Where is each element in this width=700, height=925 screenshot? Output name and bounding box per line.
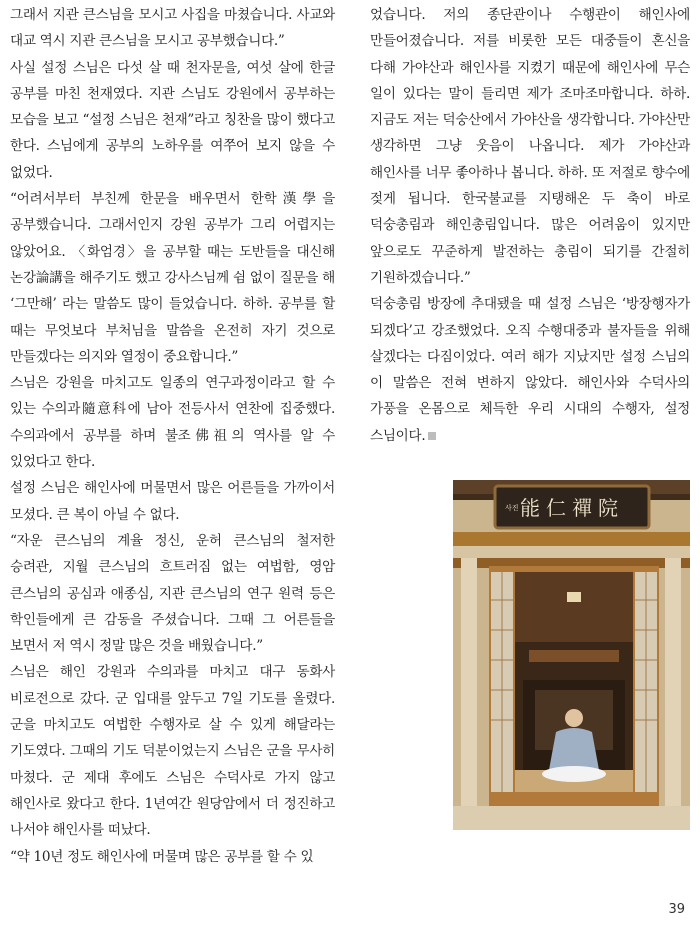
paragraph: 었습니다. 저의 종단관이나 수행관이 해인사에 만들어졌습니다. 저를 비롯한 모든 대중들이 혼신을 다해 가야산과 해인사를 지켰기 때문에 해인사에 무슨 일이 있다는 말이 들리면 제가 조마조마합니다. 하하. 지금도 저는 덕숭산에서 가야산을 생각합니다. 가야산만 생각하면 그냥 웃음이 나옵니다. 제가 가야산과 해인사를 너무 좋아하나 봅니다. 하하. 또 저절로 향수에 젖게 됩니다. 한국불교를 지탱해온 두 축이 바로 덕숭총림과 해인총림입니다. 많은 어려움이 있지만 앞으로도 꾸준하게 발전하는 총림이 되기를 간절히 기원하겠습니다.” [370, 7, 690, 286]
article-end-mark [428, 432, 436, 440]
paragraph: 스님은 강원을 마치고도 일종의 연구과정이라고 할 수 있는 수의과隨意科에 남아 전등사서 연찬에 집중했다. 수의과에서 공부를 하며 불조佛祖의 역사를 알 수 있었다고 한다. [10, 375, 335, 471]
left-text-column [10, 2, 335, 870]
paragraph: “자운 큰스님의 계율 정신, 운허 큰스님의 철저한 승려관, 지월 큰스님의 흐트러짐 없는 여법함, 영암 큰스님의 공심과 애종심, 지관 큰스님의 연구 원력 등은 학인들에게 큰 감동을 주셨습니다. 그때 그 어른들을 보면서 저 역시 정말 많은 것을 배웠습니다.” [10, 532, 335, 655]
page-number: 39 [668, 902, 685, 917]
paragraph-text: 덕숭총림 방장에 추대됐을 때 설정 스님은 ‘방장행자가 되겠다’고 강조했었다. 오직 수행대중과 불자들을 위해 살겠다는 다짐이었다. 여러 해가 지났지만 설정 스님의 이 말씀은 전혀 변하지 않았다. 해인사와 수덕사의 가풍을 온몸으로 체득한 우리 시대의 수행자, 설정 스님이다. [370, 296, 690, 444]
paragraph [370, 291, 690, 449]
paragraph: 설정 스님은 해인사에 머물면서 많은 어른들을 가까이서 모셨다. 큰 복이 아닐 수 없다. [10, 480, 335, 523]
paragraph: 사실 설정 스님은 다섯 살 때 천자문을, 여섯 살에 한글 공부를 마친 천재였다. 지관 스님도 강원에서 공부하는 모습을 보고 “설정 스님은 천재”라고 칭찬을 많이 했다고 한다. 스님에게 공부의 노하우를 여쭈어 보지 않을 수 없었다. [10, 59, 335, 181]
right-text-column [370, 2, 690, 449]
paragraph: 스님은 해인 강원과 수의과를 마치고 대구 동화사 비로전으로 갔다. 군 입대를 앞두고 7일 기도를 올렸다. 군을 마치고도 여법한 수행자로 살 수 있게 해달라는 기도였다. 그때의 기도 덕분이었는지 스님은 군을 무사히 마쳤다. 군 제대 후에도 스님은 수덕사로 가지 않고 해인사로 왔다고 한다. 1년여간 원당암에서 더 정진하고 나서야 해인사를 떠났다. [10, 664, 335, 839]
paragraph: 그래서 지관 큰스님을 모시고 사집을 마쳤습니다. 사교와 대교 역시 지관 큰스님을 모시고 공부했습니다.” [10, 7, 335, 50]
paragraph: “약 10년 정도 해인사에 머물며 많은 공부를 할 수 있 [10, 848, 314, 865]
temple-photo [453, 480, 690, 830]
temple-photo-illustration [453, 480, 690, 830]
paragraph: “어려서부터 부친께 한문을 배우면서 한학漢學을 공부했습니다. 그래서인지 강원 공부가 그리 어렵지는 않았어요. 〈화엄경〉을 공부할 때는 도반들을 대신해 논강論講을 해주기도 했고 강사스님께 쉼 없이 질문을 해 ‘그만해’ 라는 말씀도 많이 들었습니다. 하하. 공부를 할 때는 무엇보다 부처님을 말씀을 온전히 자기 것으로 만들겠다는 의지와 열정이 중요합니다.” [10, 191, 335, 365]
signboard-caption: 사진 [505, 504, 519, 512]
signboard-text: 能仁禪院 [520, 496, 624, 520]
